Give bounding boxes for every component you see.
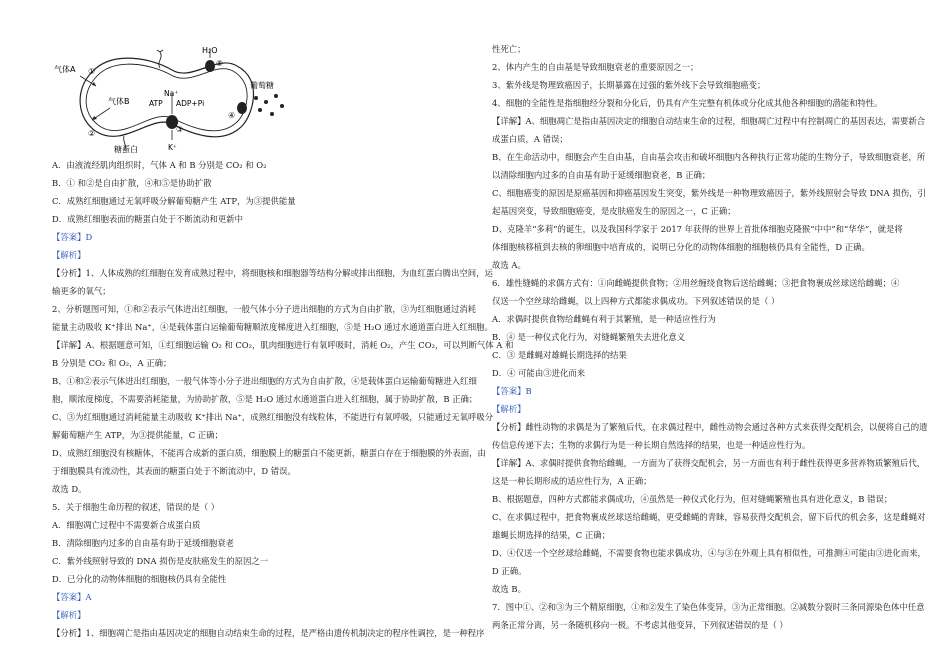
text-line: 胞，顺浓度梯度，不需要消耗能量，为协助扩散，⑤是 H₂O 通过水通道蛋白进入红细胞，属于协助扩散，B 正确； [52, 394, 478, 404]
text-line: C、③为红细胞通过消耗能量主动吸收 K⁺排出 Na⁺，成熟红细胞没有线粒体，不能进行有氧呼吸，只能通过无氧呼吸分 [52, 412, 494, 422]
text-line: 解葡萄糖产生 ATP，为③提供能量，C 正确； [52, 430, 223, 440]
q7-stem: 7．图中①、②和③为三个精原细胞，①和②发生了染色体变异，③为正常细胞。②减数分裂时三条同源染色体中任意 [492, 602, 925, 612]
text-line: 传信息传递下去；生物的求偶行为是一种长期自然选择的结果，也是一种适应性行为。 [492, 440, 811, 450]
text-line: 4、细胞的全能性是指细胞经分裂和分化后，仍具有产生完整有机体或分化成其他各种细胞的潜能和特性。 [492, 98, 883, 108]
glycoprotein-label: 糖蛋白 [114, 145, 138, 154]
text-line: C、细胞癌变的原因是原癌基因和抑癌基因发生突变，紫外线是一种物理致癌因子，紫外线照射会导致 DNA 损伤，引 [492, 188, 926, 198]
q5-option-a: A．细胞凋亡过程中不需要新合成蛋白质 [52, 520, 201, 530]
text-line: 【详解】A、细胞凋亡是指由基因决定的细胞自动结束生命的过程，细胞凋亡过程中有控制凋亡的基因表达，需要新合 [492, 116, 926, 126]
q6-option-d: D．④ 可能由③进化而来 [492, 368, 586, 378]
text-line: 【分析】1、人体成熟的红细胞在发育成熟过程中，将细胞核和细胞器等结构分解或排出细胞，为血红蛋白腾出空间，运 [52, 268, 493, 278]
text-line: B、在生命活动中，细胞会产生自由基，自由基会攻击和破坏细胞内各种执行正常功能的生物分子，导致细胞衰老，所 [492, 152, 926, 162]
text-line: 以清除细胞内过多的自由基有助于延缓细胞衰老，B 正确； [492, 170, 711, 180]
q5-stem: 5．关于细胞生命历程的叙述，错误的是（ ） [52, 502, 220, 512]
text-line: 2、体内产生的自由基是导致细胞衰老的重要原因之一； [492, 62, 699, 72]
text-line: 2、分析题图可知，①和②表示气体进出红细胞，一般气体小分子进出细胞的方式为自由扩散，③为红细胞通过消耗 [52, 304, 477, 314]
q5-analysis-heading: 【解析】 [52, 610, 86, 620]
text-line: C、在求偶过程中，把食物裹成丝球送给雌蝇，更受雌蝇的青睐，容易获得交配机会，留下后代的机会多，这是雌蝇对 [492, 512, 926, 522]
text-line: D、克隆羊“多莉”的诞生，以及我国科学家于 2017 年获得的世界上首批体细胞克隆猴“中中”和“华华”，就是将 [492, 224, 903, 234]
glucose-dots [254, 94, 284, 116]
q6-stem: 6．雄性缝蝇的求偶方式有：①向雌蝇提供食物；②用丝缠绕食物后送给雌蝇；③把食物裹成丝球送给雌蝇；④ [492, 278, 900, 288]
text-line: B、①和②表示气体进出红细胞，一般气体等小分子进出细胞的方式为自由扩散，④是载体蛋白运输葡萄糖进入红细 [52, 376, 477, 386]
circle-2-label: ② [88, 129, 96, 138]
gas-b-label: 气体B [108, 97, 130, 106]
q5-option-c: C．紫外线照射导致的 DNA 损伤是皮肤癌发生的原因之一 [52, 556, 269, 566]
gas-a-label: 气体A [54, 65, 76, 74]
text-line: 故选 A。 [492, 260, 526, 270]
text-line: 【分析】1、细胞凋亡是指由基因决定的细胞自动结束生命的过程，是严格由遗传机制决定的程序性调控，是一种程序 [52, 628, 485, 638]
circle-3-label: ③ [176, 125, 184, 134]
text-line: 【详解】A、根据题意可知，①红细胞运输 O₂ 和 CO₂，肌肉细胞进行有氧呼吸时，消耗 O₂，产生 CO₂，可以判断气体 A 和 [52, 340, 514, 350]
text-line: B、根据题意，四种方式都能求偶成功，④虽然是一种仪式化行为，但对缝蝇繁殖也具有进化意义，B 错误； [492, 494, 893, 504]
q5-option-b: B．清除细胞内过多的自由基有助于延缓细胞衰老 [52, 538, 235, 548]
circle-1-label: ① [88, 67, 96, 76]
text-line: 3、紫外线是物理致癌因子，长期暴露在过强的紫外线下会导致细胞癌变； [492, 80, 766, 90]
q4-answer: 【答案】D [52, 232, 93, 242]
text-line: 能量主动吸收 K⁺排出 Na⁺，④是载体蛋白运输葡萄糖顺浓度梯度进入红细胞，⑤是 H₂O 通过水通道蛋白进入红细胞。 [52, 322, 493, 332]
q4-option-d: D．成熟红细胞表面的糖蛋白处于不断流动和更新中 [52, 214, 243, 224]
adp-label: ADP+Pi [176, 99, 205, 108]
text-line: D、成熟红细胞没有核糖体，不能再合成新的蛋白质，细胞膜上的糖蛋白不能更新，糖蛋白存在于细胞膜的外表面，由 [52, 448, 486, 458]
circle-4-label: ④ [228, 111, 236, 120]
q6-option-a: A．求偶时提供食物给雌蝇有利于其繁殖，是一种适应性行为 [492, 314, 716, 324]
q6-stem: 仅送一个空丝球给雌蝇，以上四种方式都能求偶成功。下列叙述错误的是（ ） [492, 296, 780, 306]
text-line: B 分别是 CO₂ 和 O₂，A 正确； [52, 358, 172, 368]
glucose-label: 葡萄糖 [250, 81, 274, 90]
text-line: 成蛋白质，A 错误； [492, 134, 568, 144]
q6-answer: 【答案】B [492, 386, 532, 396]
q5-option-d: D．已分化的动物体细胞的细胞核仍具有全能性 [52, 574, 227, 584]
q7-stem: 两条正常分离，另一条随机移向一极。不考虑其他变异，下列叙述错误的是（ ） [492, 620, 788, 630]
text-line: 【分析】雌性动物的求偶是为了繁殖后代，在求偶过程中，雌性动物会通过各种方式来获得交配机会，以便将自己的遗 [492, 422, 928, 432]
q4-option-b: B．① 和②是自由扩散，④和⑤是协助扩散 [52, 178, 212, 188]
atp-label: ATP [149, 99, 163, 108]
text-line: D、④仅送一个空丝球给雌蝇，不需要食物也能求偶成功，④与③在外观上具有相似性，可推测④可能由③进化而来， [492, 548, 926, 558]
text-line: 【详解】A、求偶时提供食物给雌蝇，一方面为了获得交配机会，另一方面也有利于雌性获得更多营养物质繁殖后代， [492, 458, 926, 468]
text-line: D 正确。 [492, 566, 527, 576]
q5-answer: 【答案】A [52, 592, 92, 602]
q6-analysis-heading: 【解析】 [492, 404, 526, 414]
text-line: 性死亡； [492, 44, 526, 54]
h2o-label: H₂O [202, 46, 218, 55]
q4-option-a: A．由液流经肌肉组织时，气体 A 和 B 分别是 CO₂ 和 O₂ [52, 160, 267, 170]
k-label: K⁺ [168, 143, 177, 152]
text-line: 这是一种长期形成的适应性行为，A 正确； [492, 476, 652, 486]
na-label: Na⁺ [164, 89, 179, 98]
q6-option-c: C．③ 是雌蝇对雄蝇长期选择的结果 [492, 350, 627, 360]
q6-option-b: B．④ 是一种仪式化行为，对缝蝇繁殖失去进化意义 [492, 332, 686, 342]
text-line: 雄蝇长期选择的结果，C 正确； [492, 530, 610, 540]
text-line: 起基因突变，导致细胞癌变，是皮肤癌发生的原因之一，C 正确； [492, 206, 736, 216]
text-line: 输更多的氧气； [52, 286, 111, 296]
rbc-diagram [52, 44, 292, 156]
text-line: 故选 B。 [492, 584, 526, 594]
text-line: 故选 D。 [52, 484, 87, 494]
text-line: 体细胞核移植到去核的卵细胞中培育成的，说明已分化的动物体细胞的细胞核仍具有全能性，D 正确。 [492, 242, 870, 252]
q4-option-c: C．成熟红细胞通过无氧呼吸分解葡萄糖产生 ATP，为③提供能量 [52, 196, 296, 206]
text-line: 于细胞膜具有流动性，其表面的糖蛋白处于不断流动中，D 错误。 [52, 466, 296, 476]
q4-analysis-heading: 【解析】 [52, 250, 86, 260]
circle-5-label: ⑤ [216, 59, 224, 68]
